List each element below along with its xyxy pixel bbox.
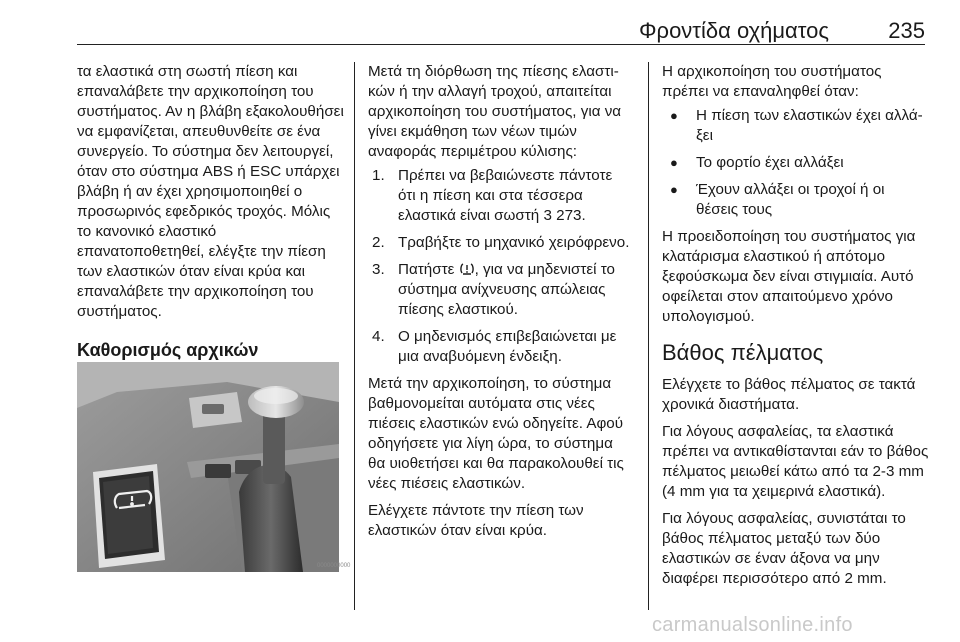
step-number: 4. <box>372 328 385 345</box>
step-text <box>398 166 634 226</box>
step-text: Τραβήξτε το μηχανικό χειρόφρενο. <box>398 234 630 251</box>
bullet-icon: ● <box>670 108 678 123</box>
paragraph: Για λόγους ασφαλείας, συνιστάται το βάθος πέλματος μεταξύ των δύο ελαστικών σε έναν άξονα να μην διαφέρει περισσότερο από 2 mm. <box>662 510 906 587</box>
bullet-list <box>662 106 930 220</box>
paragraph: Η αρχικοποίηση του συστήματος πρέπει να επαναληφθεί όταν: <box>662 63 882 100</box>
step-text-a: Πατήστε <box>398 261 455 278</box>
column-1 <box>77 62 347 392</box>
step-number: 1. <box>372 167 385 184</box>
page-header <box>77 18 925 44</box>
paragraph: Ελέγχετε το βάθος πέλματος σε τακτά χρονικά διαστήματα. <box>662 376 916 413</box>
section-heading: Βάθος πέλματος <box>662 340 824 365</box>
watermark: carmanualsonline.info <box>652 614 853 636</box>
step-number: 2. <box>372 234 385 251</box>
paragraph: τα ελαστικά στη σωστή πίεση και επαναλάβετε την αρχικοποίηση του συστήματος. Αν η βλάβη εξακολουθήσει να εμφανίζεται, απευθυνθείτε σε ένα συνεργείο. Το σύστημα δεν λειτουργεί, όταν στο σύστημα ABS ή ESC υπάρχει βλάβη ή αν έχει χρησιμοποιηθεί ο προσωρινός εφεδρικός τροχός. Μόλις το κανονικό ελαστικό επανατοποθετηθεί, ελέγξτε την πίεση των ελαστικών όταν είναι κρύα και επαναλάβετε την αρχικοποίηση του συστήματος. <box>77 63 344 320</box>
column-3 <box>662 62 930 589</box>
bullet-text: Η πίεση των ελαστικών έχει αλλάξει <box>696 107 923 144</box>
paragraph: Για λόγους ασφαλείας, τα ελαστικά πρέπει να αντικαθίστανται εάν το βάθος πέλματος μειωθεί κάτω από τα 2-3 mm (4 mm για τα χειμερινά ελαστικά). <box>662 423 929 500</box>
list-item <box>368 327 634 367</box>
list-item <box>662 180 930 220</box>
page-reference[interactable]: 3 273. <box>543 207 586 224</box>
paragraph: Μετά τη διόρθωση της πίεσης ελαστικών ή την αλλαγή τροχού, απαιτείται αρχικοποίηση του συστήματος, για να γίνει εκμάθηση των νέων τιμών αναφοράς περιμέτρου κύλισης: <box>368 63 622 160</box>
step-number: 3. <box>372 261 385 278</box>
list-item <box>368 233 634 253</box>
subsection-heading: Καθορισμός αρχικών <box>77 340 259 360</box>
column-divider <box>354 62 355 610</box>
paragraph: Μετά την αρχικοποίηση, το σύστημα βαθμονομείται αυτόματα στις νέες πιέσεις ελαστικών ενώ οδηγείτε. Αφού οδηγήσετε για λίγη ώρα, το σύστημα θα υιοθετήσει και θα παρακολουθεί τις νέες πιέσεις ελαστικών. <box>368 375 624 492</box>
paragraph: Η προειδοποίηση του συστήματος για κλατάρισμα ελαστικού ή απότομο ξεφούσκωμα δεν είναι στιγμιαία. Αυτό οφείλεται στον απαιτούμενο χρόνο υπολογισμού. <box>662 228 916 325</box>
column-2 <box>368 62 634 541</box>
list-item <box>368 166 634 226</box>
step-text: Ο μηδενισμός επιβεβαιώνεται με μια αναβυόμενη ένδειξη. <box>398 328 617 365</box>
bullet-icon: ● <box>670 182 678 197</box>
tpms-warning-icon <box>459 261 475 276</box>
section-title: Φροντίδα οχήματος <box>639 18 829 43</box>
paragraph: Ελέγχετε πάντοτε την πίεση των ελαστικών όταν είναι κρύα. <box>368 502 584 539</box>
step-text-a: Πρέπει να βεβαιώνεστε πάντοτε ότι η πίεση και στα τέσσερα ελαστικά είναι σωστή <box>398 167 613 224</box>
console-illustration <box>77 362 351 572</box>
steps-list <box>368 166 634 367</box>
tpms-button-illustration <box>77 362 351 572</box>
bullet-icon: ● <box>670 155 678 170</box>
figure-id: 0000000000 <box>317 563 351 569</box>
column-divider <box>648 62 649 610</box>
step-text-b: , για να μηδενιστεί το σύστημα ανίχνευσης απώλειας πίεσης ελαστικού. <box>398 261 615 318</box>
bullet-text: Έχουν αλλάξει οι τροχοί ή οι θέσεις τους <box>696 181 885 218</box>
step-text <box>398 260 634 320</box>
bullet-text: Το φορτίο έχει αλλάξει <box>696 154 844 171</box>
list-item <box>662 153 930 173</box>
list-item <box>368 260 634 320</box>
header-rule <box>77 44 925 45</box>
page-number: 235 <box>888 18 925 43</box>
list-item <box>662 106 930 146</box>
